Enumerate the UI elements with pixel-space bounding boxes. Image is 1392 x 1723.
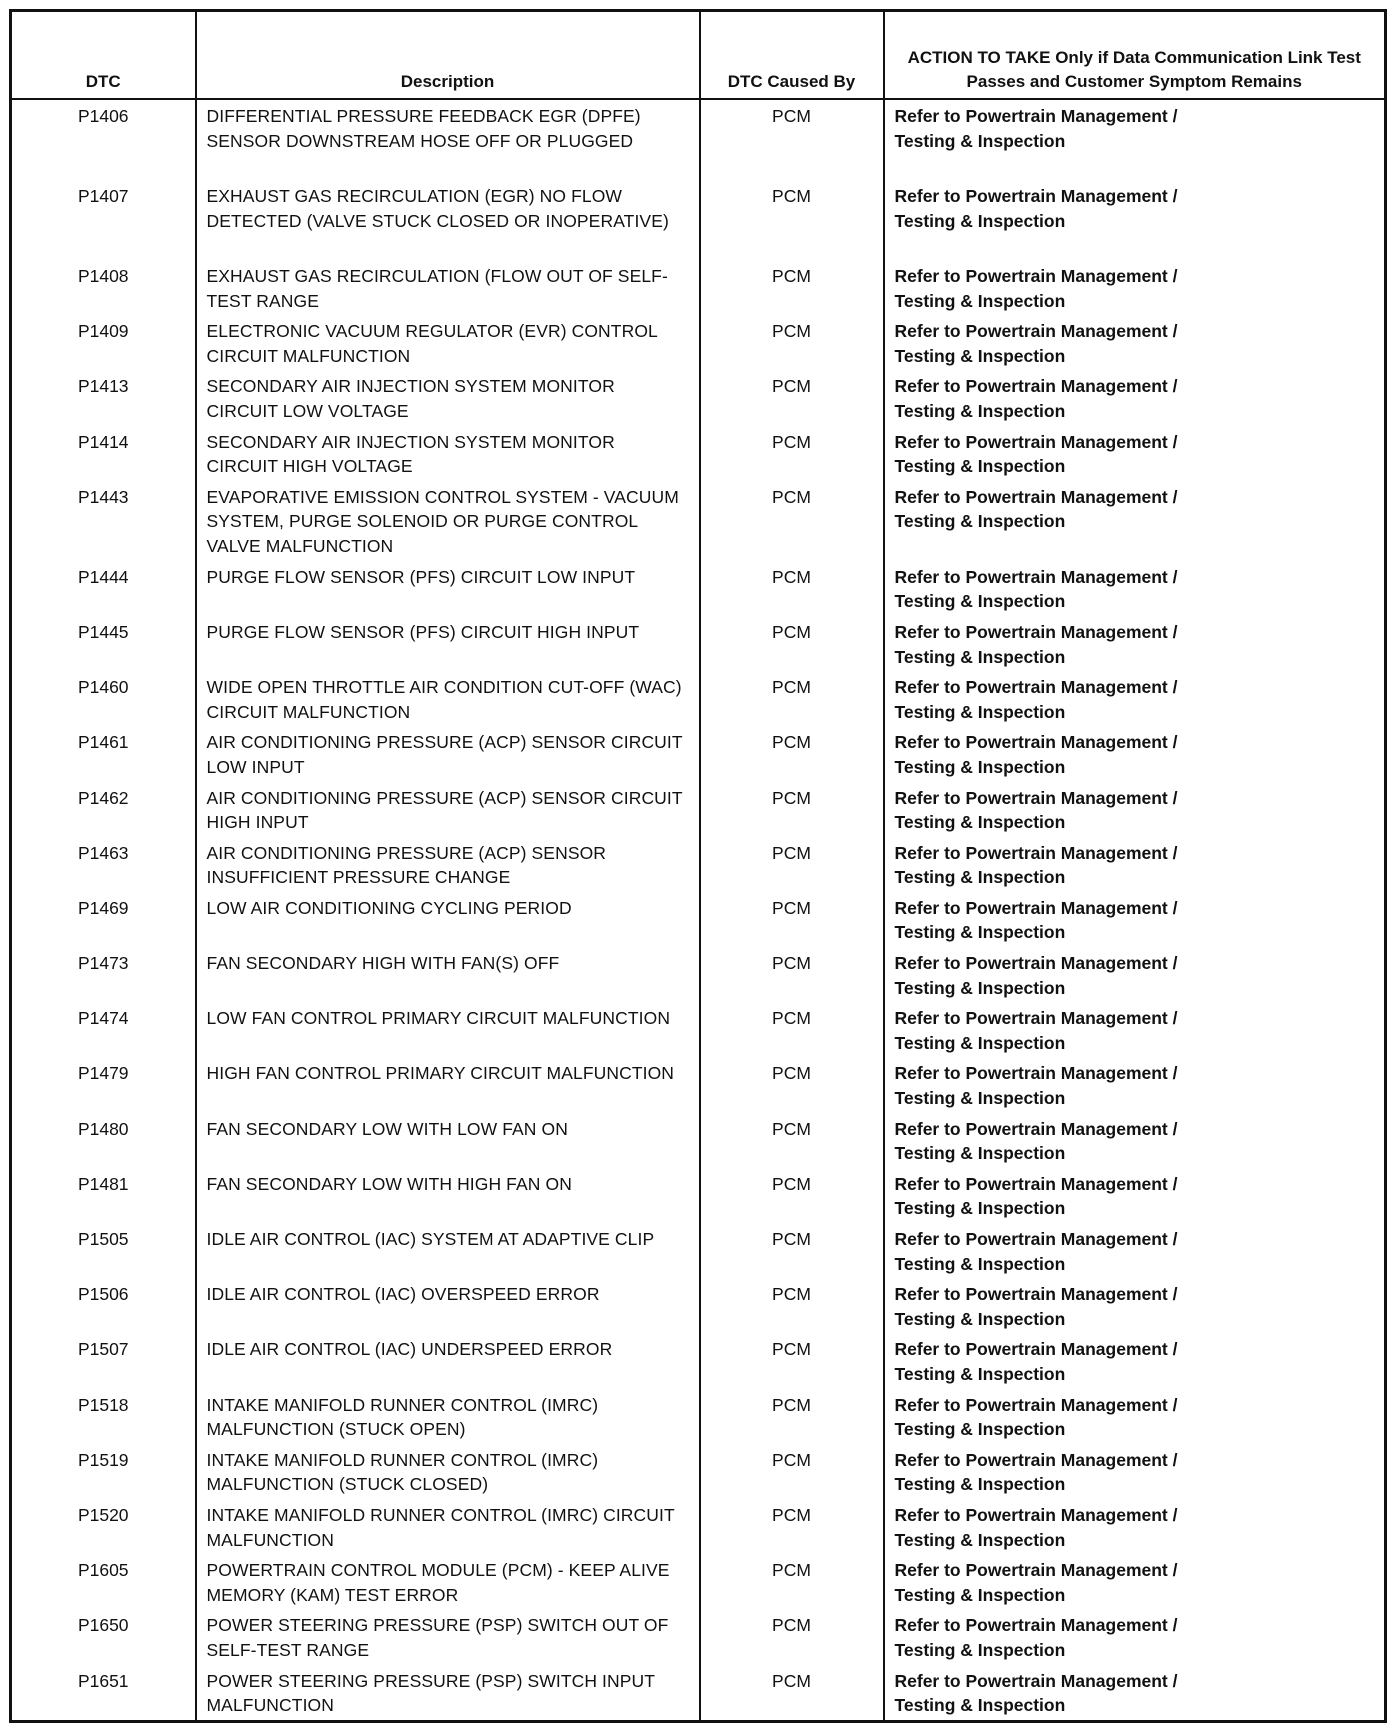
action-line-2: Testing & Inspection	[894, 977, 1066, 998]
table-body	[11, 99, 1386, 1721]
action-line-1: Refer to Powertrain Management /	[894, 1615, 1178, 1636]
action-line-2: Testing & Inspection	[894, 1474, 1066, 1495]
table-row	[11, 1278, 1386, 1333]
table-row	[11, 180, 1386, 260]
action-line-2: Testing & Inspection	[894, 1032, 1066, 1053]
dtc-action	[884, 1554, 1386, 1609]
dtc-caused-by: PCM	[700, 426, 884, 481]
dtc-action	[884, 1444, 1386, 1499]
action-line-2: Testing & Inspection	[894, 400, 1066, 421]
action-line-1: Refer to Powertrain Management /	[894, 431, 1178, 452]
dtc-action	[884, 892, 1386, 947]
dtc-description: POWER STEERING PRESSURE (PSP) SWITCH INPUT MALFUNCTION	[196, 1665, 700, 1722]
dtc-code: P1414	[77, 431, 129, 452]
header-action: ACTION TO TAKE Only if Data Communication Link Test Passes and Customer Symptom Remains	[884, 11, 1386, 100]
action-line-2: Testing & Inspection	[894, 1363, 1066, 1384]
dtc-code: P1473	[77, 953, 129, 974]
action-line-2: Testing & Inspection	[894, 867, 1066, 888]
dtc-code: P1461	[77, 732, 129, 753]
action-line-1: Refer to Powertrain Management /	[894, 486, 1178, 507]
dtc-description: POWER STEERING PRESSURE (PSP) SWITCH OUT OF SELF-TEST RANGE	[196, 1609, 700, 1664]
dtc-code: P1507	[77, 1339, 129, 1360]
dtc-description: LOW AIR CONDITIONING CYCLING PERIOD	[196, 892, 700, 947]
dtc-code: P1520	[77, 1504, 129, 1525]
dtc-caused-by: PCM	[700, 1333, 884, 1388]
dtc-description: IDLE AIR CONTROL (IAC) UNDERSPEED ERROR	[196, 1333, 700, 1388]
header-dtc: DTC	[11, 11, 196, 100]
table-row	[11, 616, 1386, 671]
action-line-1: Refer to Powertrain Management /	[894, 1063, 1178, 1084]
table-row	[11, 1002, 1386, 1057]
table-row	[11, 1609, 1386, 1664]
action-line-1: Refer to Powertrain Management /	[894, 897, 1178, 918]
action-line-1: Refer to Powertrain Management /	[894, 621, 1178, 642]
dtc-caused-by: PCM	[700, 1389, 884, 1444]
action-line-1: Refer to Powertrain Management /	[894, 953, 1178, 974]
action-line-1: Refer to Powertrain Management /	[894, 1504, 1178, 1525]
table-row	[11, 671, 1386, 726]
table-row	[11, 426, 1386, 481]
dtc-code: P1462	[77, 787, 129, 808]
dtc-action	[884, 1002, 1386, 1057]
dtc-caused-by: PCM	[700, 481, 884, 561]
dtc-action	[884, 180, 1386, 260]
dtc-code: P1650	[77, 1615, 129, 1636]
dtc-caused-by: PCM	[700, 1057, 884, 1112]
table-row	[11, 1499, 1386, 1554]
dtc-action	[884, 1499, 1386, 1554]
dtc-description: DIFFERENTIAL PRESSURE FEEDBACK EGR (DPFE) SENSOR DOWNSTREAM HOSE OFF OR PLUGGED	[196, 99, 700, 180]
dtc-description: EXHAUST GAS RECIRCULATION (EGR) NO FLOW DETECTED (VALVE STUCK CLOSED OR INOPERATIVE)	[196, 180, 700, 260]
dtc-action	[884, 782, 1386, 837]
dtc-caused-by: PCM	[700, 1168, 884, 1223]
action-line-2: Testing & Inspection	[894, 1419, 1066, 1440]
dtc-code: P1409	[77, 321, 129, 342]
action-line-2: Testing & Inspection	[894, 591, 1066, 612]
dtc-description: AIR CONDITIONING PRESSURE (ACP) SENSOR CIRCUIT HIGH INPUT	[196, 782, 700, 837]
dtc-action	[884, 1168, 1386, 1223]
table-row	[11, 892, 1386, 947]
table-row	[11, 260, 1386, 315]
action-line-2: Testing & Inspection	[894, 701, 1066, 722]
dtc-action	[884, 1389, 1386, 1444]
action-line-2: Testing & Inspection	[894, 1253, 1066, 1274]
dtc-description: EVAPORATIVE EMISSION CONTROL SYSTEM - VACUUM SYSTEM, PURGE SOLENOID OR PURGE CONTROL VALVE MALFUNCTION	[196, 481, 700, 561]
action-line-2: Testing & Inspection	[894, 511, 1066, 532]
dtc-description: FAN SECONDARY LOW WITH HIGH FAN ON	[196, 1168, 700, 1223]
dtc-action	[884, 481, 1386, 561]
dtc-caused-by: PCM	[700, 315, 884, 370]
dtc-caused-by: PCM	[700, 1223, 884, 1278]
dtc-description: IDLE AIR CONTROL (IAC) SYSTEM AT ADAPTIVE CLIP	[196, 1223, 700, 1278]
dtc-caused-by: PCM	[700, 1278, 884, 1333]
action-line-2: Testing & Inspection	[894, 1308, 1066, 1329]
dtc-caused-by: PCM	[700, 1554, 884, 1609]
action-line-2: Testing & Inspection	[894, 1198, 1066, 1219]
dtc-code: P1408	[77, 266, 129, 286]
dtc-action	[884, 315, 1386, 370]
dtc-caused-by: PCM	[700, 947, 884, 1002]
dtc-code: P1605	[77, 1560, 129, 1581]
action-line-1: Refer to Powertrain Management /	[894, 566, 1178, 587]
table-row	[11, 947, 1386, 1002]
dtc-action	[884, 837, 1386, 892]
dtc-description: INTAKE MANIFOLD RUNNER CONTROL (IMRC) MALFUNCTION (STUCK OPEN)	[196, 1389, 700, 1444]
dtc-action	[884, 561, 1386, 616]
dtc-action	[884, 260, 1386, 315]
dtc-table	[9, 9, 1387, 1723]
action-line-1: Refer to Powertrain Management /	[894, 1008, 1178, 1029]
dtc-code: P1505	[77, 1229, 129, 1249]
dtc-description: PURGE FLOW SENSOR (PFS) CIRCUIT HIGH INPUT	[196, 616, 700, 671]
dtc-code: P1480	[77, 1118, 129, 1139]
dtc-code: P1506	[77, 1284, 129, 1305]
action-line-1: Refer to Powertrain Management /	[894, 376, 1178, 397]
dtc-caused-by: PCM	[700, 837, 884, 892]
table-row	[11, 1389, 1386, 1444]
action-line-1: Refer to Powertrain Management /	[894, 1560, 1178, 1581]
table-row	[11, 1168, 1386, 1223]
action-line-1: Refer to Powertrain Management /	[894, 1339, 1178, 1360]
dtc-description: LOW FAN CONTROL PRIMARY CIRCUIT MALFUNCTION	[196, 1002, 700, 1057]
dtc-caused-by: PCM	[700, 726, 884, 781]
table-row	[11, 99, 1386, 180]
dtc-caused-by: PCM	[700, 782, 884, 837]
table-row	[11, 1554, 1386, 1609]
action-line-2: Testing & Inspection	[894, 922, 1066, 943]
action-line-2: Testing & Inspection	[894, 1695, 1066, 1716]
dtc-description: EXHAUST GAS RECIRCULATION (FLOW OUT OF SELF-TEST RANGE	[196, 260, 700, 315]
dtc-description: AIR CONDITIONING PRESSURE (ACP) SENSOR INSUFFICIENT PRESSURE CHANGE	[196, 837, 700, 892]
action-line-1: Refer to Powertrain Management /	[894, 1229, 1178, 1249]
dtc-caused-by: PCM	[700, 370, 884, 425]
dtc-code: P1474	[77, 1008, 129, 1029]
dtc-description: FAN SECONDARY HIGH WITH FAN(S) OFF	[196, 947, 700, 1002]
action-line-2: Testing & Inspection	[894, 210, 1066, 231]
dtc-caused-by: PCM	[700, 616, 884, 671]
dtc-action	[884, 616, 1386, 671]
action-line-2: Testing & Inspection	[894, 1639, 1066, 1660]
action-line-1: Refer to Powertrain Management /	[894, 186, 1178, 206]
dtc-code: P1519	[77, 1449, 129, 1470]
table-row	[11, 1057, 1386, 1112]
dtc-action	[884, 1223, 1386, 1278]
action-line-1: Refer to Powertrain Management /	[894, 321, 1178, 342]
dtc-code: P1460	[77, 677, 129, 698]
action-line-2: Testing & Inspection	[894, 456, 1066, 477]
dtc-code: P1444	[77, 566, 129, 587]
action-line-2: Testing & Inspection	[894, 1088, 1066, 1109]
dtc-description: ELECTRONIC VACUUM REGULATOR (EVR) CONTROL CIRCUIT MALFUNCTION	[196, 315, 700, 370]
dtc-caused-by: PCM	[700, 561, 884, 616]
dtc-description: SECONDARY AIR INJECTION SYSTEM MONITOR CIRCUIT LOW VOLTAGE	[196, 370, 700, 425]
action-line-1: Refer to Powertrain Management /	[894, 106, 1178, 126]
dtc-code: P1481	[77, 1173, 129, 1194]
dtc-action	[884, 99, 1386, 180]
dtc-code: P1443	[77, 486, 129, 507]
dtc-description: SECONDARY AIR INJECTION SYSTEM MONITOR CIRCUIT HIGH VOLTAGE	[196, 426, 700, 481]
action-line-2: Testing & Inspection	[894, 1584, 1066, 1605]
table-row	[11, 726, 1386, 781]
dtc-description: AIR CONDITIONING PRESSURE (ACP) SENSOR CIRCUIT LOW INPUT	[196, 726, 700, 781]
dtc-action	[884, 1665, 1386, 1722]
table-row	[11, 561, 1386, 616]
dtc-caused-by: PCM	[700, 1609, 884, 1664]
table-row	[11, 1665, 1386, 1722]
header-caused-by: DTC Caused By	[700, 11, 884, 100]
dtc-caused-by: PCM	[700, 99, 884, 180]
table-row	[11, 1113, 1386, 1168]
dtc-code: P1407	[77, 186, 129, 206]
dtc-description: WIDE OPEN THROTTLE AIR CONDITION CUT-OFF (WAC) CIRCUIT MALFUNCTION	[196, 671, 700, 726]
dtc-code: P1479	[77, 1063, 129, 1084]
dtc-description: HIGH FAN CONTROL PRIMARY CIRCUIT MALFUNCTION	[196, 1057, 700, 1112]
action-line-1: Refer to Powertrain Management /	[894, 732, 1178, 753]
dtc-caused-by: PCM	[700, 1444, 884, 1499]
dtc-description: PURGE FLOW SENSOR (PFS) CIRCUIT LOW INPUT	[196, 561, 700, 616]
action-line-2: Testing & Inspection	[894, 1529, 1066, 1550]
action-line-1: Refer to Powertrain Management /	[894, 842, 1178, 863]
dtc-action	[884, 1278, 1386, 1333]
action-line-2: Testing & Inspection	[894, 1143, 1066, 1164]
dtc-code: P1445	[77, 621, 129, 642]
action-line-1: Refer to Powertrain Management /	[894, 1284, 1178, 1305]
dtc-action	[884, 947, 1386, 1002]
dtc-caused-by: PCM	[700, 180, 884, 260]
action-line-2: Testing & Inspection	[894, 290, 1066, 311]
action-line-1: Refer to Powertrain Management /	[894, 266, 1178, 286]
dtc-action	[884, 1609, 1386, 1664]
dtc-code: P1518	[77, 1394, 129, 1415]
dtc-caused-by: PCM	[700, 1665, 884, 1722]
dtc-caused-by: PCM	[700, 1113, 884, 1168]
dtc-code: P1463	[77, 842, 129, 863]
dtc-code: P1413	[77, 376, 129, 397]
action-line-1: Refer to Powertrain Management /	[894, 787, 1178, 808]
table-row	[11, 782, 1386, 837]
dtc-caused-by: PCM	[700, 1002, 884, 1057]
table-row	[11, 1223, 1386, 1278]
dtc-description: INTAKE MANIFOLD RUNNER CONTROL (IMRC) CIRCUIT MALFUNCTION	[196, 1499, 700, 1554]
action-line-1: Refer to Powertrain Management /	[894, 1173, 1178, 1194]
dtc-code: P1651	[77, 1670, 129, 1691]
dtc-action	[884, 1333, 1386, 1388]
dtc-code: P1469	[77, 897, 129, 918]
dtc-description: POWERTRAIN CONTROL MODULE (PCM) - KEEP ALIVE MEMORY (KAM) TEST ERROR	[196, 1554, 700, 1609]
dtc-caused-by: PCM	[700, 260, 884, 315]
dtc-description: INTAKE MANIFOLD RUNNER CONTROL (IMRC) MALFUNCTION (STUCK CLOSED)	[196, 1444, 700, 1499]
header-description: Description	[196, 11, 700, 100]
dtc-description: FAN SECONDARY LOW WITH LOW FAN ON	[196, 1113, 700, 1168]
action-line-1: Refer to Powertrain Management /	[894, 1118, 1178, 1139]
table-row	[11, 1444, 1386, 1499]
table-row	[11, 837, 1386, 892]
dtc-action	[884, 426, 1386, 481]
table-row	[11, 370, 1386, 425]
dtc-code: P1406	[77, 106, 129, 126]
table-row	[11, 481, 1386, 561]
dtc-caused-by: PCM	[700, 892, 884, 947]
table-row	[11, 1333, 1386, 1388]
dtc-action	[884, 726, 1386, 781]
action-line-2: Testing & Inspection	[894, 345, 1066, 366]
action-line-2: Testing & Inspection	[894, 130, 1066, 151]
action-line-2: Testing & Inspection	[894, 812, 1066, 833]
dtc-action	[884, 671, 1386, 726]
dtc-action	[884, 1057, 1386, 1112]
dtc-caused-by: PCM	[700, 1499, 884, 1554]
dtc-caused-by: PCM	[700, 671, 884, 726]
header-row	[11, 11, 1386, 100]
dtc-action	[884, 1113, 1386, 1168]
dtc-description: IDLE AIR CONTROL (IAC) OVERSPEED ERROR	[196, 1278, 700, 1333]
action-line-2: Testing & Inspection	[894, 756, 1066, 777]
action-line-1: Refer to Powertrain Management /	[894, 1449, 1178, 1470]
action-line-2: Testing & Inspection	[894, 646, 1066, 667]
dtc-action	[884, 370, 1386, 425]
action-line-1: Refer to Powertrain Management /	[894, 1394, 1178, 1415]
action-line-1: Refer to Powertrain Management /	[894, 1670, 1178, 1691]
table-row	[11, 315, 1386, 370]
action-line-1: Refer to Powertrain Management /	[894, 677, 1178, 698]
